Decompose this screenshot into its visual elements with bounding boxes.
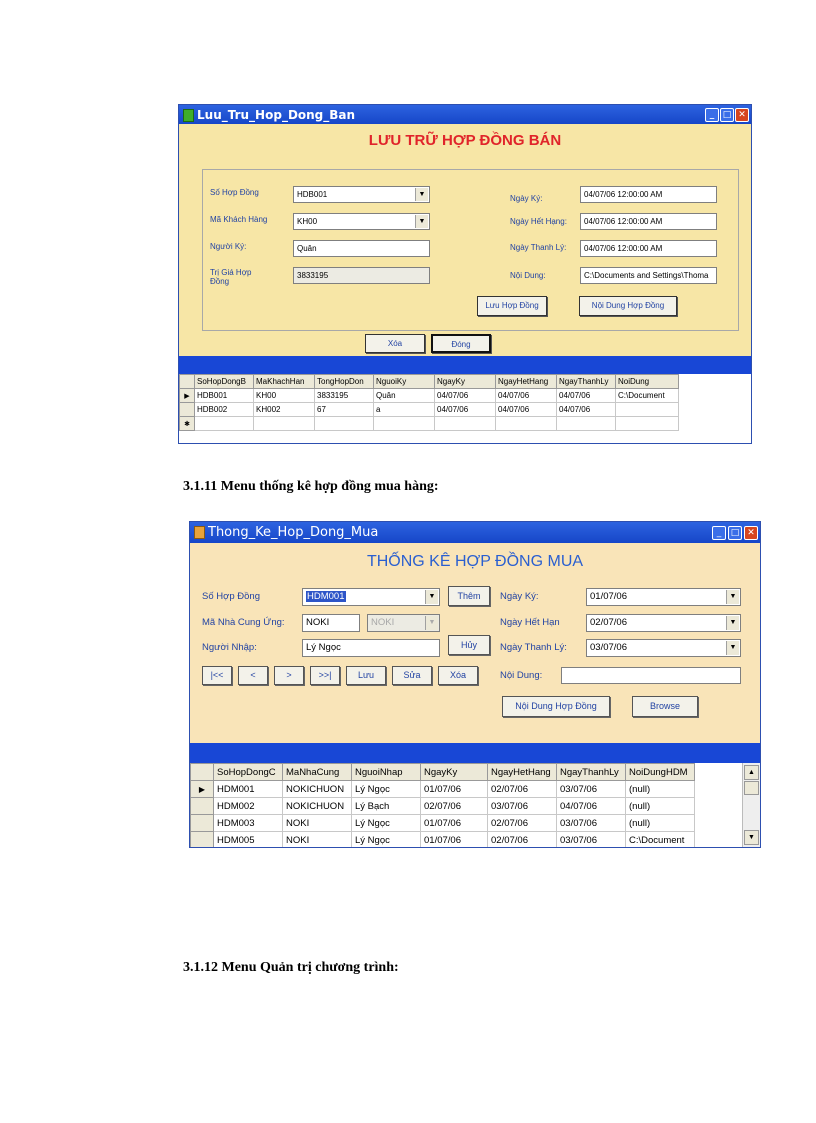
close-icon[interactable]: ✕ bbox=[744, 526, 758, 540]
row-selector[interactable] bbox=[191, 832, 214, 848]
table-cell[interactable] bbox=[616, 403, 679, 417]
nguoi-nhap-label: Người Nhập: bbox=[202, 642, 257, 653]
them-button[interactable]: Thêm bbox=[448, 586, 490, 606]
sua-button[interactable]: Sửa bbox=[392, 666, 432, 685]
so-hop-dong-value: HDB001 bbox=[297, 190, 328, 199]
form-area bbox=[179, 124, 751, 356]
table-cell[interactable]: 04/07/06 bbox=[557, 798, 626, 815]
column-header[interactable]: MaKhachHan bbox=[254, 375, 315, 389]
minimize-icon[interactable]: _ bbox=[705, 108, 719, 122]
chevron-down-icon[interactable]: ▼ bbox=[415, 188, 428, 201]
page-title: THỐNG KÊ HỢP ĐỒNG MUA bbox=[366, 553, 584, 570]
ma-khach-hang-combo[interactable] bbox=[293, 213, 430, 230]
ma-nha-cung-ung-input[interactable]: NOKI bbox=[302, 614, 360, 632]
table-cell[interactable]: 67 bbox=[315, 403, 374, 417]
titlebar[interactable] bbox=[190, 522, 760, 543]
so-hop-dong-combo[interactable] bbox=[302, 588, 440, 606]
column-header[interactable]: MaNhaCung bbox=[283, 764, 352, 781]
noi-dung-label: Nội Dung: bbox=[500, 670, 543, 681]
table-cell[interactable] bbox=[435, 417, 496, 431]
table-cell[interactable]: Lý Ngọc bbox=[352, 815, 421, 832]
table-cell[interactable]: NOKICHUON bbox=[283, 781, 352, 798]
grid-corner bbox=[180, 375, 195, 389]
maximize-icon[interactable]: □ bbox=[728, 526, 742, 540]
table-cell[interactable]: KH002 bbox=[254, 403, 315, 417]
nguoi-nhap-input[interactable]: Lý Ngọc bbox=[302, 639, 440, 657]
so-hop-dong-combo[interactable] bbox=[293, 186, 430, 203]
previous-record-button[interactable]: < bbox=[238, 666, 268, 685]
next-record-button[interactable]: > bbox=[274, 666, 304, 685]
chevron-down-icon[interactable]: ▼ bbox=[415, 215, 428, 228]
chevron-down-icon[interactable]: ▼ bbox=[726, 616, 739, 630]
ngay-ky-input[interactable]: 04/07/06 12:00:00 AM bbox=[580, 186, 717, 203]
table-cell[interactable]: 01/07/06 bbox=[421, 815, 488, 832]
purchase-contracts-grid[interactable] bbox=[190, 763, 760, 847]
huy-button[interactable]: Hủy bbox=[448, 635, 490, 655]
vertical-scrollbar[interactable] bbox=[742, 763, 760, 847]
section-heading-3-1-12: 3.1.12 Menu Quản trị chương trình: bbox=[183, 960, 399, 975]
contracts-table bbox=[179, 374, 679, 431]
section-heading-3-1-11: 3.1.11 Menu thống kê hợp đồng mua hàng: bbox=[183, 479, 439, 494]
new-row-icon[interactable]: ✱ bbox=[180, 417, 195, 431]
column-header[interactable]: NgayHetHang bbox=[488, 764, 557, 781]
ngay-thanh-ly-input[interactable]: 04/07/06 12:00:00 AM bbox=[580, 240, 717, 257]
first-record-button[interactable]: |<< bbox=[202, 666, 232, 685]
ma-nha-cung-ung-combo-value: NOKI bbox=[371, 617, 395, 628]
grid-header-row bbox=[180, 375, 679, 389]
table-cell[interactable]: 01/07/06 bbox=[421, 781, 488, 798]
column-header[interactable]: SoHopDongC bbox=[214, 764, 283, 781]
column-header[interactable]: NgayThanhLy bbox=[557, 764, 626, 781]
titlebar[interactable] bbox=[179, 105, 751, 124]
ngay-thanh-ly-label: Ngày Thanh Lý: bbox=[510, 243, 567, 252]
row-selector[interactable] bbox=[191, 798, 214, 815]
table-cell[interactable]: Quân bbox=[374, 389, 435, 403]
ngay-het-han-combo[interactable] bbox=[586, 614, 741, 632]
window-thong-ke-hop-dong-mua bbox=[189, 521, 761, 848]
ngay-ky-label: Ngày Ký: bbox=[500, 591, 539, 602]
window-title: Luu_Tru_Hop_Dong_Ban bbox=[197, 108, 356, 122]
table-cell[interactable]: Lý Ngọc bbox=[352, 832, 421, 848]
tri-gia-input[interactable]: 3833195 bbox=[293, 267, 430, 284]
row-selector[interactable] bbox=[180, 403, 195, 417]
table-cell[interactable]: 03/07/06 bbox=[557, 781, 626, 798]
table-cell[interactable]: HDM005 bbox=[214, 832, 283, 848]
nguoi-ky-input[interactable]: Quân bbox=[293, 240, 430, 257]
so-hop-dong-label: Số Hợp Đồng bbox=[210, 188, 259, 197]
table-cell[interactable] bbox=[254, 417, 315, 431]
table-cell[interactable]: NOKICHUON bbox=[283, 798, 352, 815]
chevron-down-icon[interactable]: ▼ bbox=[726, 641, 739, 655]
table-cell[interactable]: Lý Bạch bbox=[352, 798, 421, 815]
purchase-contracts-table bbox=[190, 763, 695, 847]
grid-caption-bar bbox=[190, 743, 760, 763]
app-icon bbox=[194, 526, 205, 539]
table-row[interactable] bbox=[180, 403, 679, 417]
column-header[interactable]: NoiDungHDM bbox=[626, 764, 695, 781]
close-icon[interactable]: ✕ bbox=[735, 108, 749, 122]
xoa-button[interactable]: Xóa bbox=[438, 666, 478, 685]
chevron-down-icon[interactable]: ▼ bbox=[726, 590, 739, 604]
table-cell[interactable]: a bbox=[374, 403, 435, 417]
table-row[interactable] bbox=[191, 798, 695, 815]
table-cell[interactable]: 04/07/06 bbox=[435, 403, 496, 417]
table-cell[interactable]: (null) bbox=[626, 798, 695, 815]
app-icon bbox=[183, 109, 194, 122]
table-cell[interactable]: 03/07/06 bbox=[488, 798, 557, 815]
table-cell[interactable]: HDM001 bbox=[214, 781, 283, 798]
scroll-up-icon[interactable]: ▲ bbox=[744, 765, 759, 780]
minimize-icon[interactable]: _ bbox=[712, 526, 726, 540]
table-cell[interactable] bbox=[557, 417, 616, 431]
table-cell[interactable]: 04/07/06 bbox=[496, 389, 557, 403]
column-header[interactable]: NoiDung bbox=[616, 375, 679, 389]
table-cell[interactable] bbox=[496, 417, 557, 431]
noi-dung-hop-dong-button[interactable]: Nội Dung Hợp Đồng bbox=[502, 696, 610, 717]
ma-nha-cung-ung-label: Mã Nhà Cung Ứng: bbox=[202, 617, 285, 628]
table-cell[interactable]: (null) bbox=[626, 781, 695, 798]
page-title: LƯU TRỮ HỢP ĐỒNG BÁN bbox=[368, 132, 562, 149]
table-cell[interactable]: HDM002 bbox=[214, 798, 283, 815]
noi-dung-label: Nội Dung: bbox=[510, 271, 546, 280]
table-cell[interactable] bbox=[315, 417, 374, 431]
noi-dung-input[interactable] bbox=[561, 667, 741, 684]
ngay-thanh-ly-combo[interactable] bbox=[586, 639, 741, 657]
ma-nha-cung-ung-combo[interactable] bbox=[367, 614, 440, 632]
luu-button[interactable]: Lưu bbox=[346, 666, 386, 685]
column-header[interactable]: NgayThanhLy bbox=[557, 375, 616, 389]
table-cell[interactable]: C:\Document bbox=[626, 832, 695, 848]
tri-gia-label: Trị Giá Hợp Đồng bbox=[210, 268, 252, 286]
table-cell[interactable] bbox=[195, 417, 254, 431]
form-area bbox=[190, 543, 760, 743]
table-cell[interactable]: 04/07/06 bbox=[496, 403, 557, 417]
column-header[interactable]: SoHopDongB bbox=[195, 375, 254, 389]
luu-hop-dong-button[interactable]: Lưu Hợp Đồng bbox=[477, 296, 547, 316]
noi-dung-hop-dong-button[interactable]: Nội Dung Hợp Đồng bbox=[579, 296, 677, 316]
ngay-ky-value: 01/07/06 bbox=[590, 591, 627, 602]
contracts-grid[interactable] bbox=[179, 374, 751, 443]
table-cell[interactable]: KH00 bbox=[254, 389, 315, 403]
chevron-down-icon[interactable]: ▼ bbox=[425, 590, 438, 604]
ngay-thanh-ly-label: Ngày Thanh Lý: bbox=[500, 642, 567, 653]
table-cell[interactable]: 3833195 bbox=[315, 389, 374, 403]
table-cell[interactable]: 02/07/06 bbox=[488, 815, 557, 832]
grid-header-row bbox=[191, 764, 695, 781]
grid-caption-bar bbox=[179, 356, 751, 374]
table-row[interactable] bbox=[180, 389, 679, 403]
table-cell[interactable]: HDM003 bbox=[214, 815, 283, 832]
current-row-icon[interactable]: ▶ bbox=[180, 389, 195, 403]
column-header[interactable]: NgayKy bbox=[421, 764, 488, 781]
ngay-het-han-label: Ngày Hết Hạng: bbox=[510, 217, 567, 226]
column-header[interactable]: TongHopDon bbox=[315, 375, 374, 389]
last-record-button[interactable]: >>| bbox=[310, 666, 340, 685]
table-cell[interactable] bbox=[374, 417, 435, 431]
so-hop-dong-value: HDM001 bbox=[307, 591, 345, 602]
column-header[interactable]: NguoiKy bbox=[374, 375, 435, 389]
table-cell[interactable] bbox=[616, 417, 679, 431]
table-cell[interactable]: 02/07/06 bbox=[421, 798, 488, 815]
dong-button[interactable]: Đóng bbox=[431, 334, 491, 353]
table-cell[interactable]: 01/07/06 bbox=[421, 832, 488, 848]
current-row-icon[interactable]: ▶ bbox=[191, 781, 214, 798]
ngay-het-han-label: Ngày Hết Hạn bbox=[500, 617, 560, 628]
ngay-thanh-ly-value: 03/07/06 bbox=[590, 642, 627, 653]
table-row[interactable] bbox=[191, 832, 695, 848]
table-cell[interactable]: 04/07/06 bbox=[435, 389, 496, 403]
table-cell[interactable]: HDB001 bbox=[195, 389, 254, 403]
maximize-icon[interactable]: □ bbox=[720, 108, 734, 122]
table-cell[interactable]: 04/07/06 bbox=[557, 389, 616, 403]
table-cell[interactable]: 02/07/06 bbox=[488, 832, 557, 848]
table-cell[interactable]: 03/07/06 bbox=[557, 815, 626, 832]
grid-corner bbox=[191, 764, 214, 781]
table-cell[interactable]: 03/07/06 bbox=[557, 832, 626, 848]
so-hop-dong-label: Số Hợp Đồng bbox=[202, 591, 260, 602]
table-cell[interactable]: Lý Ngọc bbox=[352, 781, 421, 798]
scroll-thumb[interactable] bbox=[744, 781, 759, 795]
new-row[interactable] bbox=[180, 417, 679, 431]
ngay-het-han-input[interactable]: 04/07/06 12:00:00 AM bbox=[580, 213, 717, 230]
table-cell[interactable]: HDB002 bbox=[195, 403, 254, 417]
row-selector[interactable] bbox=[191, 815, 214, 832]
table-cell[interactable]: 02/07/06 bbox=[488, 781, 557, 798]
table-cell[interactable]: (null) bbox=[626, 815, 695, 832]
table-cell[interactable]: 04/07/06 bbox=[557, 403, 616, 417]
table-cell[interactable]: NOKI bbox=[283, 832, 352, 848]
ma-khach-hang-value: KH00 bbox=[297, 217, 318, 226]
xoa-button[interactable]: Xóa bbox=[365, 334, 425, 353]
ngay-ky-label: Ngày Ký: bbox=[510, 194, 543, 203]
column-header[interactable]: NgayKy bbox=[435, 375, 496, 389]
ngay-ky-combo[interactable] bbox=[586, 588, 741, 606]
table-row[interactable] bbox=[191, 815, 695, 832]
window-title: Thong_Ke_Hop_Dong_Mua bbox=[208, 525, 379, 540]
table-row[interactable] bbox=[191, 781, 695, 798]
table-cell[interactable]: C:\Document bbox=[616, 389, 679, 403]
nguoi-ky-label: Người Ký: bbox=[210, 242, 247, 251]
ma-khach-hang-label: Mã Khách Hàng bbox=[210, 215, 268, 224]
chevron-down-icon[interactable]: ▼ bbox=[425, 616, 438, 630]
browse-button[interactable]: Browse bbox=[632, 696, 698, 717]
scroll-down-icon[interactable]: ▼ bbox=[744, 830, 759, 845]
column-header[interactable]: NgayHetHang bbox=[496, 375, 557, 389]
window-luu-tru-hop-dong-ban bbox=[178, 104, 752, 444]
column-header[interactable]: NguoiNhap bbox=[352, 764, 421, 781]
ngay-het-han-value: 02/07/06 bbox=[590, 617, 627, 628]
noi-dung-input[interactable]: C:\Documents and Settings\Thoma bbox=[580, 267, 717, 284]
table-cell[interactable]: NOKI bbox=[283, 815, 352, 832]
